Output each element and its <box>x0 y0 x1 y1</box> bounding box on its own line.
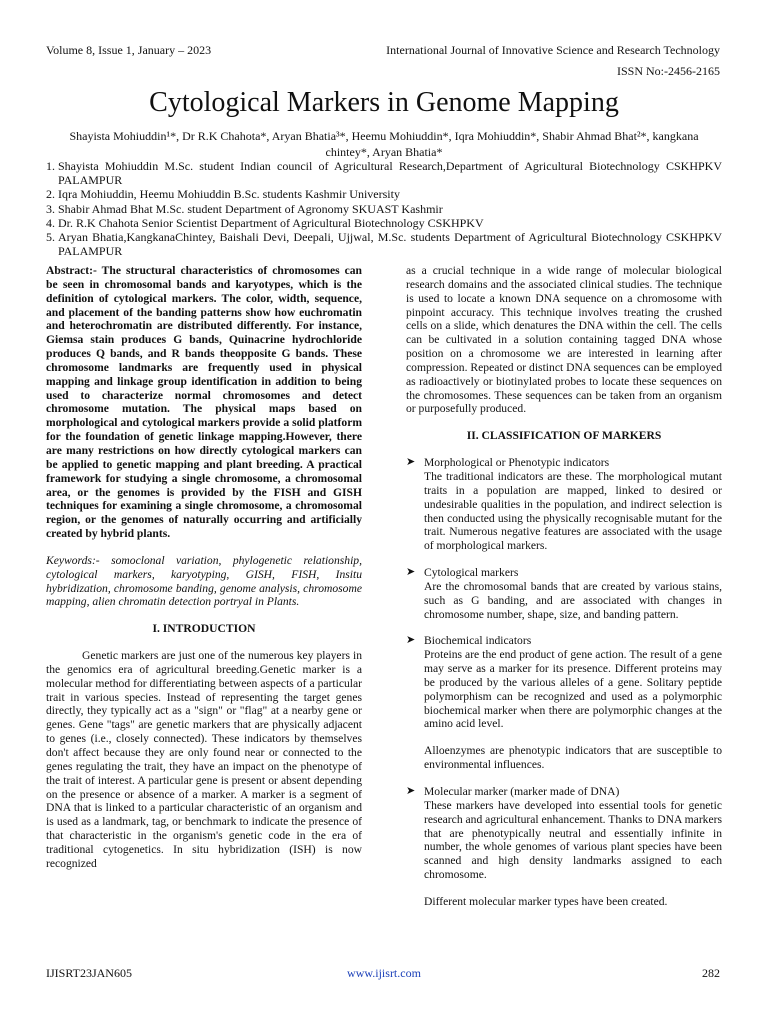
affiliation-item <box>46 187 722 201</box>
paper-title: Cytological Markers in Genome Mapping <box>149 87 619 118</box>
affiliation-number: 2. <box>46 187 55 202</box>
marker-title <box>406 566 722 580</box>
right-column <box>406 264 722 909</box>
affiliation-text: Shayista Mohiuddin M.Sc. student Indian council of Agricultural Research,Department of Agricultural Biotechnology CSKHPKV PALAMPUR <box>58 159 722 188</box>
marker-item <box>406 785 722 909</box>
marker-item <box>406 456 722 553</box>
arrowhead-bullet-icon: ➤ <box>406 634 416 647</box>
marker-title <box>406 634 722 648</box>
marker-note: Different molecular marker types have been created. <box>424 894 668 908</box>
affiliation-item <box>46 202 722 216</box>
affiliation-text: Iqra Mohiuddin, Heemu Mohiuddin B.Sc. students Kashmir University <box>58 187 400 202</box>
affiliation-item <box>46 159 722 187</box>
affiliation-number: 4. <box>46 215 55 230</box>
arrowhead-bullet-icon: ➤ <box>406 566 416 579</box>
marker-title <box>406 785 722 799</box>
affiliation-item <box>46 216 722 230</box>
issn: ISSN No:-2456-2165 <box>616 64 720 78</box>
affiliation-number: 5. <box>46 230 55 245</box>
left-column <box>46 264 362 871</box>
paper-id: IJISRT23JAN605 <box>46 966 132 980</box>
affiliation-item <box>46 230 722 258</box>
affiliation-text: Aryan Bhatia,KangkanaChintey, Baishali Devi, Deepali, Ujjwal, M.Sc. students Department of Agricultural Biotechnology CSKHPKV PALAMPUR <box>58 230 722 259</box>
marker-item <box>406 634 722 772</box>
marker-title-text: Morphological or Phenotypic indicators <box>424 456 610 470</box>
arrowhead-bullet-icon: ➤ <box>406 456 416 469</box>
authors: Shayista Mohiuddin¹*, Dr R.K Chahota*, Aryan Bhatia³*, Heemu Mohiuddin*, Iqra Mohiuddin*, Shabir Ahmad Bhat²*, kangkana chintey*, Aryan Bhatia* <box>69 129 699 159</box>
affiliation-number: 3. <box>46 201 55 216</box>
marker-item <box>406 566 722 621</box>
marker-title-text: Molecular marker (marker made of DNA) <box>424 785 620 798</box>
abstract: Abstract:- The structural characteristics of chromosomes can be seen in chromosomal bands and karyotypes, which is the definition of cytological markers. The color, width, sequence, and placement of the banding patterns show how euchromatin and heterochromatin are distributed differently. For instance, Giemsa stain produces G bands, Quinacrine hydrochloride produces Q bands, and R bands theopposite G bands. These chromosome landmarks are frequently used in physical mapping and linkage group identification in addition to being used to characterize normal chromosomes and detect chromosome mutation. The physical maps based on morphological and cytological markers provide a solid platform for the foundation of genetic linkage mapping.However, there are many restrictions on how directly cytological markers can be applied to genetic mapping and plant breeding. A practical framework for studying a single chromosome, a chromosomal area, or the genomes is provided by the FISH and GISH techniques for examining a single chromosome, a chromosomal region, or the genomes of naturally occurring and artificially created by hybrid plants. <box>46 264 362 541</box>
journal-name: International Journal of Innovative Science and Research Technology <box>386 43 720 57</box>
marker-body: Proteins are the end product of gene action. The result of a gene may serve as a marker for its presence. Different proteins may be produced by the various alleles of a gene. Solitary peptide polymorphism can be recognized and used as a polymorphic biochemical marker when there are polymorphic changes at the amino acid level. <box>424 648 722 731</box>
introduction-paragraph: Genetic markers are just one of the numerous key players in the genomics era of agricultural breeding.Genetic marker is a molecular method for differentiating between aspects of a particular trait in various species. Instead of representing the target genes directly, they typically act as a "sign" or "flag" at a nearby gene or genes. Gene "tags" are genetic markers that are physically adjacent to genes (i.e., closely connected). These indicators by themselves don't affect because they are only found near or connected to the genes regulating the trait, they have an impact on the phenotype of the trait of interest. A particular gene is present or absent depending on the presence or absence of a marker. A marker is a segment of DNA that is linked to a particular characteristic of an organism and is used as a landmark, tag, or benchmark to indicate the presence of that characteristic in the organism's genetic code in the era of traditional cytogenetics. In situ hybridization (ISH) is now recognized <box>46 649 362 870</box>
volume-issue: Volume 8, Issue 1, January – 2023 <box>46 43 212 57</box>
affiliation-text: Shabir Ahmad Bhat M.Sc. student Department of Agronomy SKUAST Kashmir <box>58 201 443 216</box>
marker-title-text: Biochemical indicators <box>424 634 532 648</box>
affiliation-number: 1. <box>46 159 55 173</box>
marker-body: Are the chromosomal bands that are created by various stains, such as G banding, and are associated with changes in chromosome number, shape, size, and banding pattern. <box>424 579 722 621</box>
marker-title <box>406 456 722 470</box>
classification-heading: II. CLASSIFICATION OF MARKERS <box>466 429 662 443</box>
arrowhead-bullet-icon: ➤ <box>406 785 416 797</box>
keywords: Keywords:- somoclonal variation, phylogenetic relationship, cytological markers, karyotyping, GISH, FISH, Insitu hybridization, chromosome banding, genome analysis, chromosome mapping, alien chromatin detection portryal in Plants. <box>46 553 362 609</box>
website-link[interactable]: www.ijisrt.com <box>347 966 421 980</box>
affiliation-list <box>46 159 722 258</box>
introduction-heading: I. INTRODUCTION <box>152 622 256 636</box>
page-number: 282 <box>702 966 720 980</box>
marker-note: Alloenzymes are phenotypic indicators that are susceptible to environmental influences. <box>424 744 722 772</box>
affiliation-text: Dr. R.K Chahota Senior Scientist Department of Agricultural Biotechnology CSKHPKV <box>58 215 484 230</box>
marker-body: The traditional indicators are these. The morphological mutant traits in a population are mapped, linked to desired or undesirable qualities in the population, and indirect selection is then conducted using the physically recognisable mutant for the trait. Numerous negative features are associated with the usage of morphological markers. <box>424 469 722 553</box>
marker-body: These markers have developed into essential tools for genetic research and agricultural enhancement. Thanks to DNA markers that are phenotypically neutral and essentially infinite in number, the whole genomes of various plant species have been scanned and high density landmarks assigned to each chromosome. <box>424 798 722 882</box>
introduction-continued: as a crucial technique in a wide range of molecular biological research domains and the associated clinical studies. The technique is used to locate a known DNA sequence on a chromosome with pinpoint accuracy. This technique involves treating the crushed cells on a slide, which denatures the DNA within the cell. The cells can be cultivated in a solution containing tagged DNA whose position on a chromosome we are interested in learning after compression. Repeated or distinct DNA sequences can be employed as radioactively or biotinylated probes to locate these sequences on the chromosomes. These sequences can be taken from an organism or purposefully produced. <box>406 264 722 416</box>
marker-title-text: Cytological markers <box>424 566 519 580</box>
